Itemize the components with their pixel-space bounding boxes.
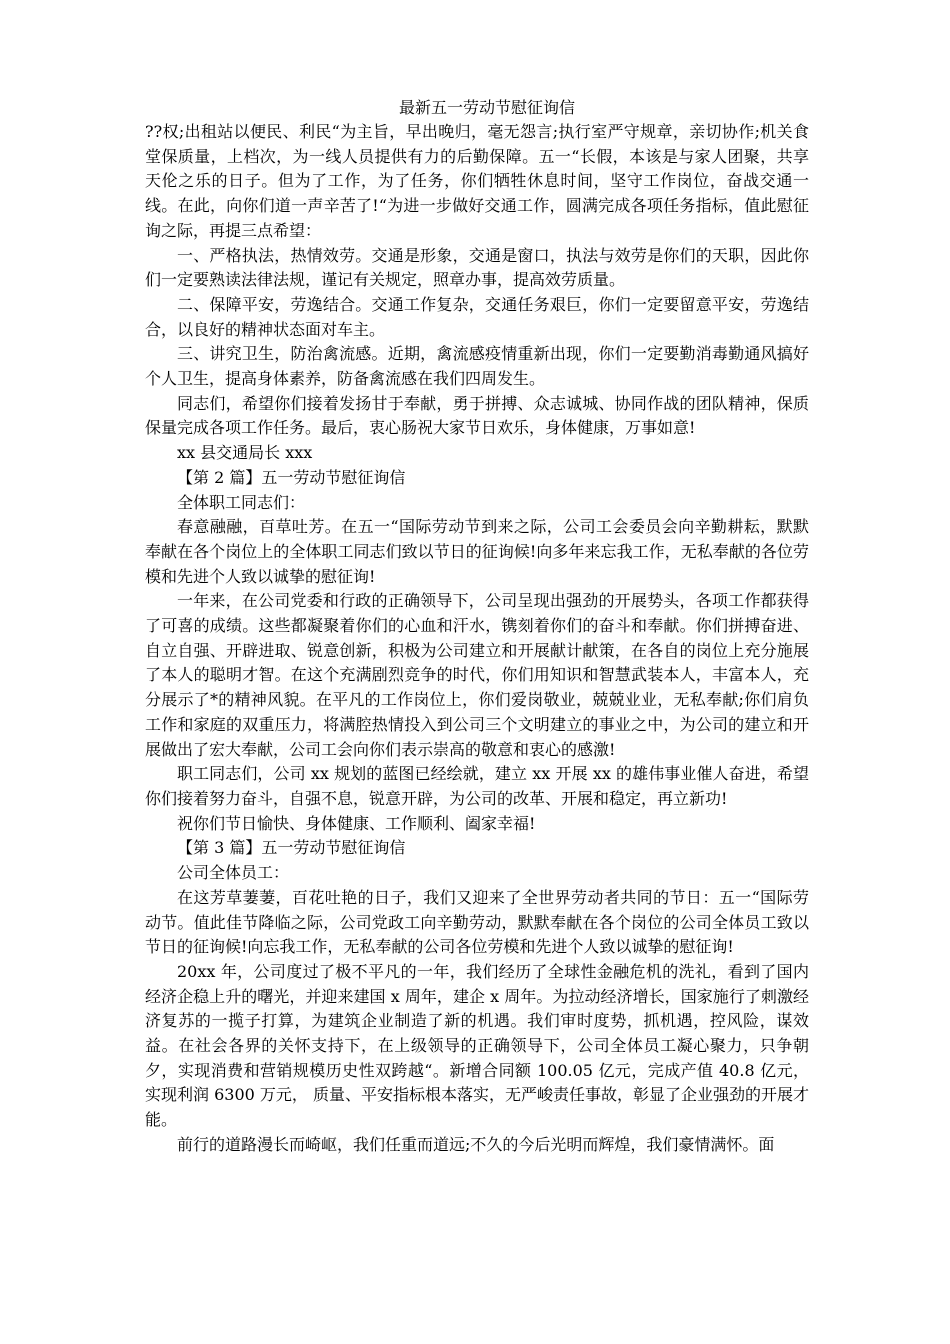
- document-page: [145, 96, 809, 1158]
- paragraph: 在这芳草萋萋，百花吐艳的日子，我们又迎来了全世界劳动者共同的节日：五一“国际劳动节。值此佳节降临之际，公司党政工向辛勤劳动，默默奉献在各个岗位的公司全体员工致以节日的征询候!向忘我工作，无私奉献的公司各位劳模和先进个人致以诚挚的慰征询!: [145, 887, 809, 957]
- paragraph: 【第 2 篇】五一劳动节慰征询信: [177, 467, 406, 487]
- paragraph: 一年来，在公司党委和行政的正确领导下，公司呈现出强劲的开展势头，各项工作都获得了可喜的成绩。这些都凝聚着你们的心血和汗水，镌刻着你们的奋斗和奉献。你们拼搏奋进、自立自强、开辟进取、锐意创新，积极为公司建立和开展献计献策，在各自的岗位上充分施展了本人的聪明才智。在这个充满剧烈竞争的时代，你们用知识和智慧武装本人，丰富本人，充分展示了*的精神风貌。在平凡的工作岗位上，你们爱岗敬业，兢兢业业，无私奉献;你们肩负工作和家庭的双重压力，将满腔热情投入到公司三个文明建立的事业之中，为公司的建立和开展做出了宏大奉献，公司工会向你们表示崇高的敬意和衷心的感激!: [145, 591, 809, 759]
- paragraph: 前行的道路漫长而崎岖，我们任重而道远;不久的今后光明而辉煌，我们豪情满怀。面: [177, 1134, 775, 1154]
- document-title: 最新五一劳动节慰征询信: [398, 98, 575, 117]
- paragraph: 三、讲究卫生，防治禽流感。近期，禽流感疫情重新出现，你们一定要勤消毒勤通风搞好个人卫生，提高身体素养，防备禽流感在我们四周发生。: [145, 344, 809, 389]
- document-body: [145, 120, 809, 1158]
- paragraph: 职工同志们，公司 xx 规划的蓝图已经绘就，建立 xx 开展 xx 的雄伟事业催人奋进，希望你们接着努力奋斗，自强不息，锐意开辟，为公司的改革、开展和稳定，再立新功!: [145, 764, 809, 808]
- paragraph: 同志们，希望你们接着发扬甘于奉献，勇于拼搏、众志诚城、协同作战的团队精神，保质保量完成各项工作任务。最后，衷心肠祝大家节日欢乐，身体健康，万事如意!: [145, 393, 809, 438]
- paragraph: xx 县交通局长 xxx: [177, 443, 313, 463]
- paragraph: 祝你们节日愉快、身体健康、工作顺利、阖家幸福!: [177, 813, 536, 833]
- paragraph: 【第 3 篇】五一劳动节慰征询信: [177, 838, 406, 858]
- paragraph: 二、保障平安，劳逸结合。交通工作复杂，交通任务艰巨，你们一定要留意平安，劳逸结合，以良好的精神状态面对车主。: [145, 294, 809, 339]
- paragraph: ??权;出租站以便民、利民“为主旨，早出晚归，毫无怨言;执行室严守规章，亲切协作;机关食堂保质量，上档次，为一线人员提供有力的后勤保障。五一“长假，本该是与家人团聚，共享天伦之乐的日子。但为了工作，为了任务，你们牺牲休息时间，坚守工作岗位，奋战交通一线。在此，向你们道一声辛苦了!“为进一步做好交通工作，圆满完成各项任务指标，值此慰征询之际，再提三点希望：: [145, 122, 809, 240]
- paragraph: 春意融融，百草吐芳。在五一“国际劳动节到来之际，公司工会委员会向辛勤耕耘，默默奉献在各个岗位上的全体职工同志们致以节日的征询候!向多年来忘我工作，无私奉献的各位劳模和先进个人致以诚挚的慰征询!: [145, 517, 809, 586]
- paragraph: 一、严格执法，热情效劳。交通是形象，交通是窗口，执法与效劳是你们的天职，因此你们一定要熟读法律法规，谨记有关规定，照章办事，提高效劳质量。: [145, 245, 809, 290]
- paragraph: 公司全体员工：: [177, 863, 290, 883]
- paragraph: 全体职工同志们：: [177, 492, 306, 512]
- paragraph: 20xx 年，公司度过了极不平凡的一年，我们经历了全球性金融危机的洗礼，看到了国内经济企稳上升的曙光，并迎来建国 x 周年，建企 x 周年。为拉动经济增长，国家施行了刺激经济复苏的一揽子打算，为建筑企业制造了新的机遇。我们审时度势，抓机遇，控风险，谋效益。在社会各界的关怀支持下，在上级领导的正确领导下，公司全体员工凝心聚力，只争朝夕，实现消费和营销规模历史性双跨越“。新增合同额 100.05 亿元，完成产值 40.8 亿元，实现利润 6300 万元， 质量、平安指标根本落实，无严峻责任事故，彰显了企业强劲的开展才能。: [145, 961, 809, 1130]
